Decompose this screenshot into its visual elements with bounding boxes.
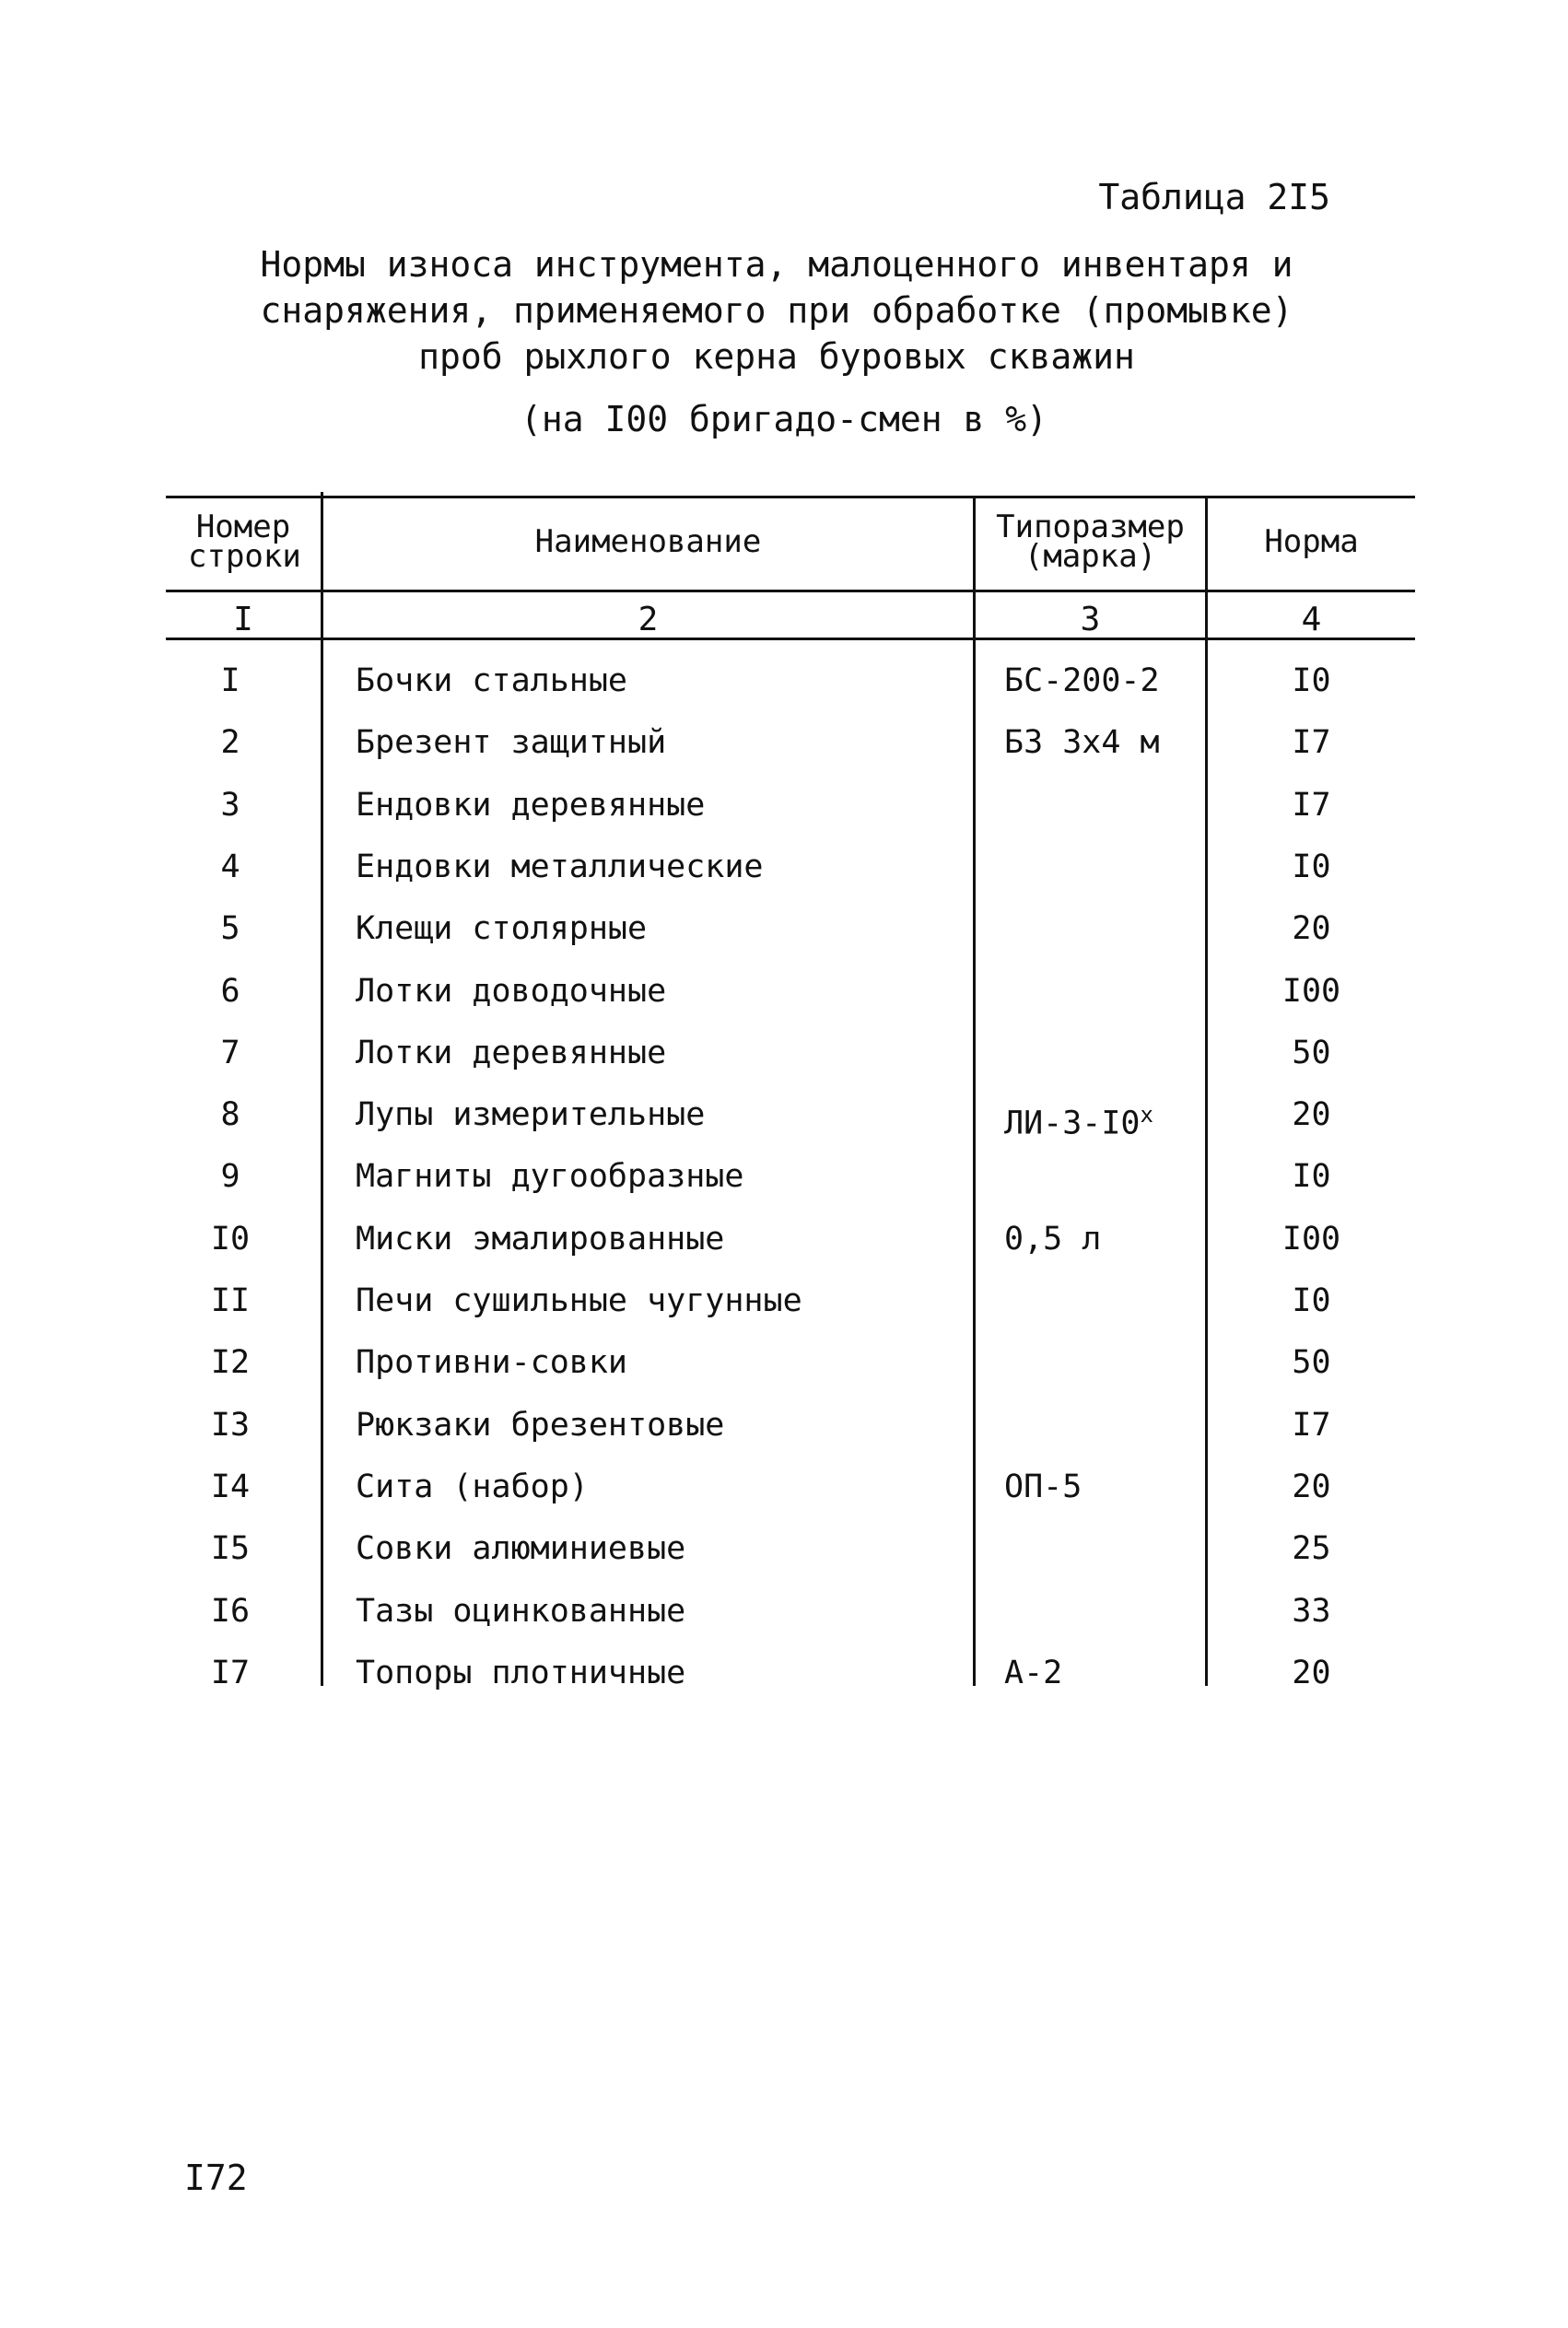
- table-row: [0, 1643, 1331, 1704]
- item-type-size: [1004, 1456, 1082, 1518]
- row-number: 9: [220, 1158, 240, 1196]
- item-norm: I00: [1281, 1220, 1341, 1258]
- item-name: Печи сушильные чугунные: [356, 1282, 802, 1319]
- header-type-size: [976, 509, 1205, 575]
- header-row-number-text: Номер строки: [188, 509, 301, 575]
- footnote-mark: x: [1140, 1102, 1153, 1129]
- table-row: [0, 836, 1331, 898]
- item-type-size-text: БЗ 3х4 м: [1004, 724, 1160, 762]
- caption-line-1: Нормы износа инструмента, малоценного инвентаря и: [260, 244, 1293, 285]
- header-norm: Норма: [1264, 523, 1359, 560]
- row-number: I7: [210, 1654, 251, 1691]
- row-number: I0: [210, 1220, 251, 1258]
- table-top-rule: [166, 496, 1415, 498]
- row-number: 4: [220, 848, 240, 885]
- column-number-1: I: [233, 601, 253, 638]
- item-norm: 50: [1292, 1344, 1331, 1382]
- item-name: Лотки доводочные: [356, 972, 667, 1010]
- item-type-size: [1004, 712, 1160, 774]
- table-row: [0, 1084, 1331, 1146]
- item-type-size-text: ОП-5: [1004, 1468, 1082, 1505]
- header-type-size-text: Типоразмер (марка): [996, 509, 1185, 575]
- item-norm: I0: [1292, 662, 1331, 699]
- item-norm: 20: [1292, 910, 1331, 948]
- caption-line-2: снаряжения, применяемого при обработке (промывке): [260, 290, 1293, 331]
- row-number: I4: [210, 1468, 251, 1505]
- row-number: I: [220, 662, 240, 699]
- item-name: Магниты дугообразные: [356, 1158, 744, 1196]
- item-name: Топоры плотничные: [356, 1654, 686, 1691]
- item-type-size: [1004, 1643, 1062, 1704]
- row-number: 2: [220, 724, 240, 762]
- item-norm: I7: [1292, 724, 1331, 762]
- item-norm: I7: [1292, 1406, 1331, 1444]
- table-row: [0, 898, 1331, 960]
- table-row: [0, 1395, 1331, 1456]
- column-number-3: 3: [1080, 601, 1101, 638]
- table-row: [0, 1518, 1331, 1580]
- header-row-number: [166, 509, 321, 575]
- table-row: [0, 1023, 1331, 1084]
- item-name: Противни-совки: [356, 1344, 628, 1382]
- page-number: I72: [184, 2158, 248, 2198]
- item-name: Брезент защитный: [356, 724, 667, 762]
- item-type-size-text: А-2: [1004, 1654, 1063, 1691]
- row-number: I5: [210, 1530, 251, 1568]
- row-number: 3: [220, 786, 240, 824]
- item-type-size-text: 0,5 л: [1004, 1220, 1102, 1258]
- item-norm: I0: [1292, 1282, 1331, 1319]
- row-number: I3: [210, 1406, 251, 1444]
- row-number: I2: [210, 1344, 251, 1382]
- header-name: Наименование: [534, 523, 762, 560]
- column-number-2: 2: [638, 601, 659, 638]
- row-number: 7: [220, 1034, 240, 1071]
- item-norm: I0: [1292, 848, 1331, 885]
- item-norm: I7: [1292, 786, 1331, 824]
- item-type-size: [1004, 1209, 1101, 1270]
- table-row: [0, 1146, 1331, 1208]
- item-name: Клещи столярные: [356, 910, 648, 948]
- row-number: 8: [220, 1096, 240, 1134]
- table-row: [0, 1456, 1331, 1518]
- row-number: 5: [220, 910, 240, 948]
- item-norm: 50: [1292, 1034, 1331, 1071]
- item-name: Рюкзаки брезентовые: [356, 1406, 725, 1444]
- item-name: Тазы оцинкованные: [356, 1592, 686, 1630]
- item-type-size: [1004, 1084, 1153, 1155]
- row-number: II: [210, 1282, 251, 1319]
- item-norm: 20: [1292, 1654, 1331, 1691]
- row-number: I6: [210, 1592, 251, 1630]
- item-type-size: [1004, 650, 1160, 712]
- table-row: [0, 1209, 1341, 1270]
- item-name: Совки алюминиевые: [356, 1530, 686, 1568]
- row-number: 6: [220, 972, 240, 1010]
- header-bottom-rule: [166, 590, 1415, 592]
- item-norm: I00: [1281, 972, 1341, 1010]
- item-type-size-text: ЛИ-3-I0: [1004, 1105, 1141, 1142]
- item-norm: 20: [1292, 1096, 1331, 1134]
- item-name: Ендовки металлические: [356, 848, 764, 885]
- table-row: [0, 1581, 1331, 1643]
- table-row: [0, 775, 1331, 836]
- caption-line-3: проб рыхлого керна буровых скважин: [418, 336, 1135, 377]
- item-name: Ендовки деревянные: [356, 786, 706, 824]
- item-norm: 25: [1292, 1530, 1331, 1568]
- table-row: [0, 1270, 1331, 1332]
- item-name: Лотки деревянные: [356, 1034, 667, 1071]
- item-name: Сита (набор): [356, 1468, 589, 1505]
- item-name: Лупы измерительные: [356, 1096, 706, 1134]
- table-row: [0, 961, 1341, 1023]
- table-label: Таблица 2I5: [1098, 177, 1330, 217]
- item-norm: 33: [1292, 1592, 1331, 1630]
- item-type-size-text: БС-200-2: [1004, 662, 1160, 699]
- item-norm: 20: [1292, 1468, 1331, 1505]
- column-number-4: 4: [1301, 601, 1322, 638]
- table-row: [0, 1332, 1331, 1394]
- item-name: Бочки стальные: [356, 662, 628, 699]
- item-norm: I0: [1292, 1158, 1331, 1196]
- table-row: [0, 650, 1331, 712]
- item-name: Миски эмалированные: [356, 1220, 725, 1258]
- table-row: [0, 712, 1331, 774]
- units-note: (на I00 бригадо-смен в %): [521, 399, 1047, 439]
